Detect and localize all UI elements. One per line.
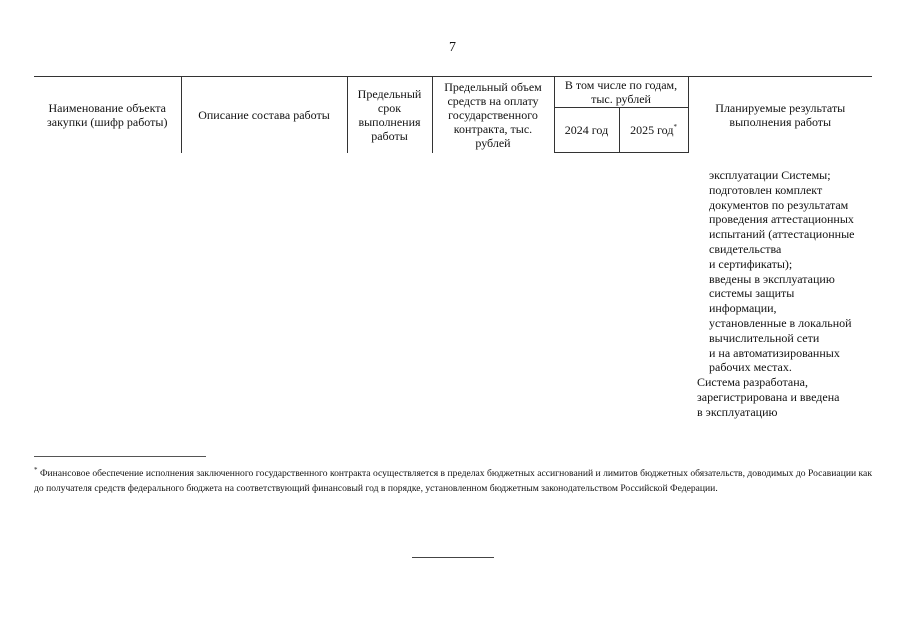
footnote-reference-mark: * [673, 123, 677, 131]
result-line: проведения аттестационных [709, 212, 854, 227]
result-line: Система разработана, [697, 375, 808, 390]
footnote-text: Финансовое обеспечение исполнения заключенного государственного контракта осуществляется в пределах бюджетных ассигнований и лимитов бюджетных обязательств, доводимых до Росавиации как до получателя средств федерального бюджета на соответствующий финансовый год в порядке, установленном бюджетным законодательством Российской Федерации. [34, 468, 872, 494]
header-description: Описание состава работы [181, 77, 347, 153]
header-object-name: Наименование объекта закупки (шифр работы) [34, 77, 181, 153]
result-line: испытаний (аттестационные [709, 227, 855, 242]
result-line: установленные в локальной [709, 315, 852, 330]
header-year-2024: 2024 год [554, 108, 619, 153]
result-line: зарегистрирована и введена [697, 389, 840, 404]
result-line: введены в эксплуатацию [709, 271, 835, 286]
header-deadline: Предельный срок выполнения работы [347, 77, 432, 153]
result-line: информации, [709, 301, 777, 316]
result-line: вычислительной сети [709, 330, 820, 345]
result-line: и на автоматизированных [709, 345, 840, 360]
result-line: эксплуатации Системы; [709, 168, 831, 182]
result-line: и сертификаты); [709, 256, 793, 271]
page-number: 7 [449, 40, 456, 55]
end-rule [412, 557, 494, 558]
result-line: свидетельства [709, 241, 782, 256]
result-line: системы защиты [709, 286, 795, 301]
result-line: подготовлен комплект [709, 182, 823, 197]
result-line: рабочих местах. [709, 360, 792, 375]
result-line: документов по результатам [709, 197, 849, 212]
year-2025-label: 2025 год [630, 123, 674, 137]
footnote-separator [34, 456, 206, 457]
header-volume: Предельный объем средств на оплату государственного контракта, тыс. рублей [432, 77, 554, 153]
header-results: Планируемые результаты выполнения работы [688, 77, 872, 153]
result-line: в эксплуатацию [697, 404, 778, 419]
footnote [34, 466, 872, 496]
header-by-years: В том числе по годам, тыс. рублей [554, 77, 688, 108]
work-table [34, 76, 872, 153]
header-year-2025 [619, 108, 688, 153]
footnote-mark: * [34, 465, 38, 474]
results-cell-text [697, 168, 877, 420]
